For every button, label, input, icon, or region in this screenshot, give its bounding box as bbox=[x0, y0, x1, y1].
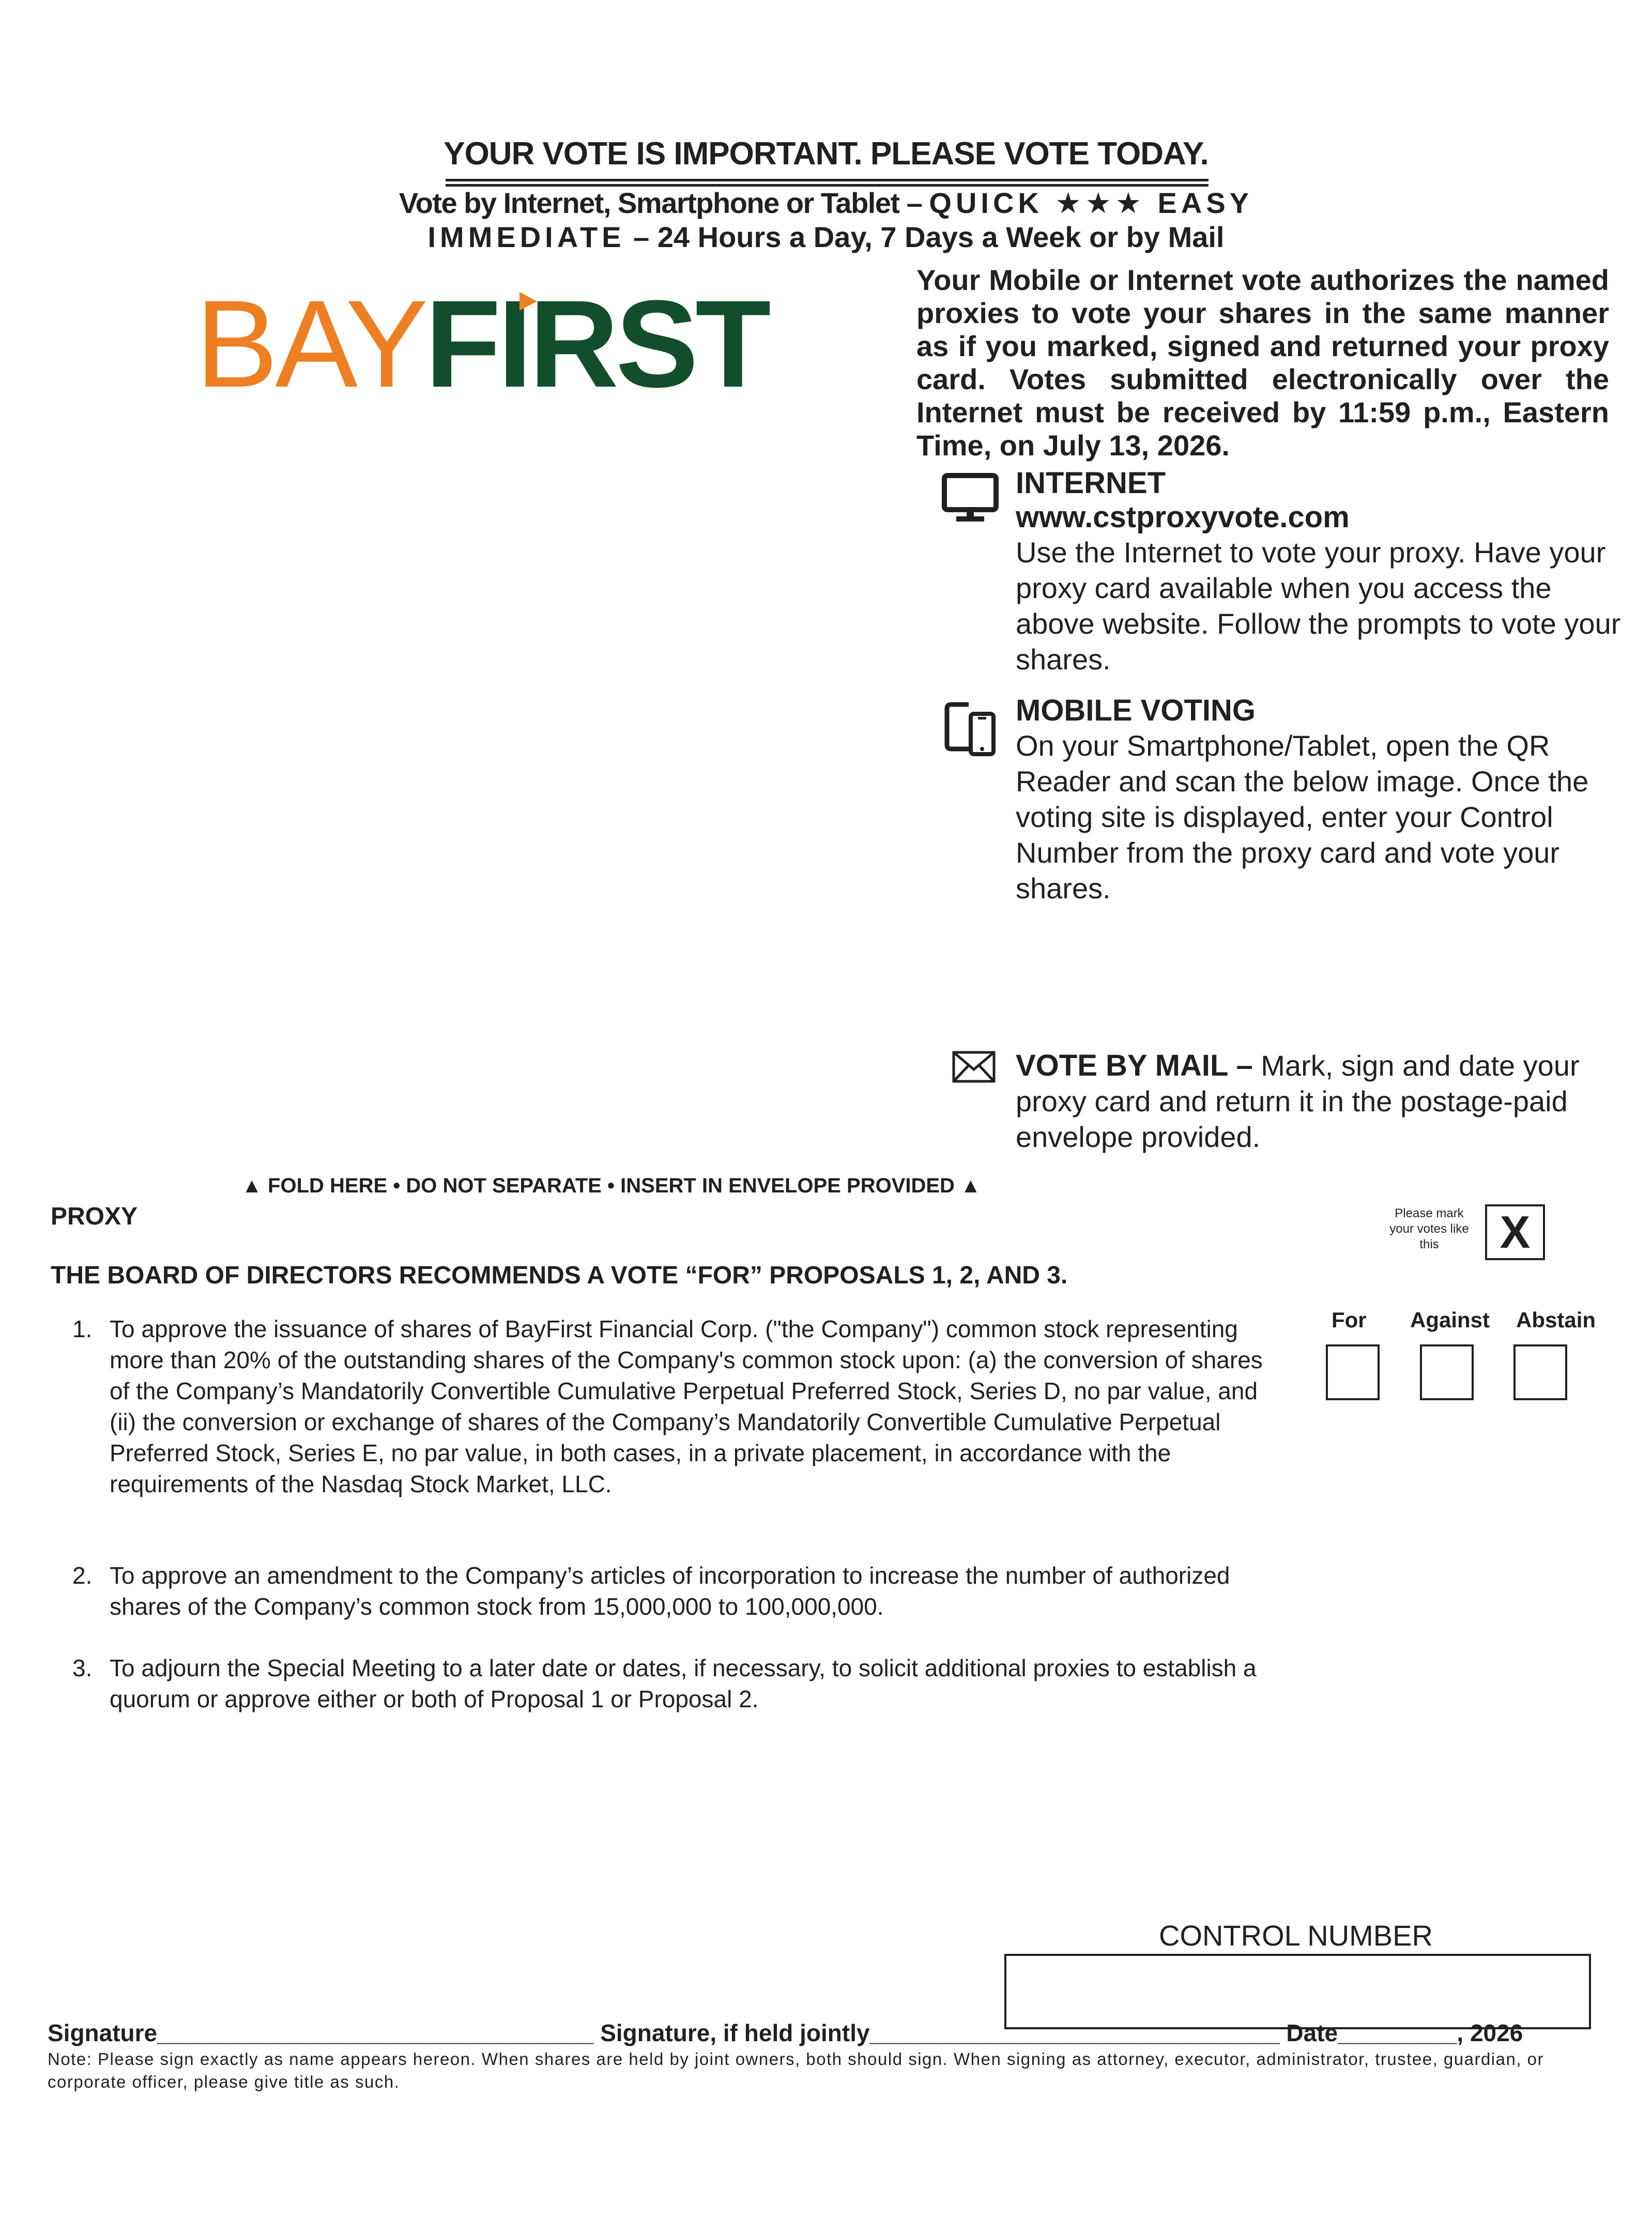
fold-instruction: ▲ FOLD HERE • DO NOT SEPARATE • INSERT IN ENVELOPE PROVIDED ▲ bbox=[241, 1174, 981, 1197]
date-year: , 2026 bbox=[1457, 2019, 1523, 2046]
vote-checkbox-abstain[interactable] bbox=[1513, 1344, 1567, 1400]
proposal-text: To adjourn the Special Meeting to a later date or dates, if necessary, to solicit additional proxies to establish a quorum or approve either or both of Proposal 1 or Proposal 2. bbox=[110, 1655, 1257, 1712]
proposal-text: To approve an amendment to the Company’s articles of incorporation to increase the number of authorized shares of the Company’s common stock from 15,000,000 to 100,000,000. bbox=[110, 1562, 1230, 1620]
header-subtitle-line2: IMMEDIATE – 24 Hours a Day, 7 Days a Week or by Mail bbox=[427, 221, 1225, 253]
signature-line bbox=[48, 2019, 1523, 2047]
proposal-item: 1. To approve the issuance of shares of BayFirst Financial Corp. ("the Company") common stock representing more than 20% of the outstanding shares of the Company's common stock upon: (a) the conversion of shares of the Company’s Mandatorily Convertible Cumulative Perpetual Preferred Stock, Series D, no par value, and (ii) the conversion or exchange of shares of the Company’s Mandatorily Convertible Cumulative Perpetual Preferred Stock, Series E, no par value, in both cases, in a private placement, in accordance with the requirements of the Nasdaq Stock Market, LLC. bbox=[72, 1313, 1277, 1499]
date-blank[interactable]: _________ bbox=[1338, 2019, 1457, 2046]
mark-example-box: X bbox=[1485, 1204, 1545, 1260]
header-subtitle-line1: Vote by Internet, Smartphone or Tablet – QUICK ★★★ EASY bbox=[399, 187, 1253, 219]
internet-instructions: Use the Internet to vote your proxy. Have your proxy card available when you access the above website. Follow the prompts to vote your shares. bbox=[1016, 536, 1621, 676]
internet-title: INTERNET bbox=[1016, 466, 1166, 500]
internet-url[interactable]: www.cstproxyvote.com bbox=[1016, 500, 1350, 534]
logo-accent-triangle bbox=[519, 292, 537, 311]
mark-instruction: Please mark your votes like this bbox=[1389, 1206, 1469, 1251]
mail-instructions: Mark, sign and date your proxy card and return it in the postage-paid envelope provided. bbox=[1016, 1049, 1580, 1153]
joint-signature-blank[interactable]: _______________________________ bbox=[869, 2019, 1280, 2046]
board-recommendation: THE BOARD OF DIRECTORS RECOMMENDS A VOTE “FOR” PROPOSALS 1, 2, AND 3. bbox=[51, 1262, 1068, 1289]
header-rule-top bbox=[446, 179, 1209, 181]
signature-note: Note: Please sign exactly as name appears hereon. When shares are held by joint owners, both should sign. When signing as attorney, executor, administrator, trustee, guardian, or corporate officer, please give title as such. bbox=[48, 2049, 1544, 2091]
bayfirst-logo: BAYFIRST bbox=[195, 274, 768, 413]
vote-checkbox-for[interactable] bbox=[1326, 1344, 1380, 1400]
mail-title: VOTE BY MAIL – bbox=[1016, 1049, 1253, 1082]
signature-label: Signature bbox=[48, 2019, 158, 2046]
monitor-icon bbox=[942, 473, 999, 525]
date-label: Date bbox=[1286, 2019, 1338, 2046]
voting-intro: Your Mobile or Internet vote authorizes the named proxies to vote your shares in the same manner as if you marked, signed and returned your proxy card. Votes submitted electronically over the Internet must be received by 11:59 p.m., Eastern Time, on July 13, 2026. bbox=[916, 264, 1609, 462]
joint-signature-label: Signature, if held jointly bbox=[600, 2019, 870, 2046]
mobile-instructions: On your Smartphone/Tablet, open the QR Reader and scan the below image. Once the voting site is displayed, enter your Control Number from the proxy card and vote your shares. bbox=[1016, 729, 1589, 905]
column-header-against: Against bbox=[1410, 1308, 1490, 1332]
column-header-for: For bbox=[1332, 1308, 1367, 1332]
envelope-icon bbox=[952, 1051, 996, 1083]
mobile-title: MOBILE VOTING bbox=[1016, 694, 1256, 727]
vote-checkbox-against[interactable] bbox=[1420, 1344, 1474, 1400]
control-number-box bbox=[1004, 1954, 1591, 2029]
signature-blank[interactable]: _________________________________ bbox=[157, 2019, 594, 2046]
proposal-item: 3. To adjourn the Special Meeting to a later date or dates, if necessary, to solicit additional proxies to establish a quorum or approve either or both of Proposal 1 or Proposal 2. bbox=[72, 1652, 1277, 1714]
proxy-title: PROXY bbox=[51, 1203, 138, 1230]
mobile-section bbox=[1016, 694, 1626, 906]
page-title: YOUR VOTE IS IMPORTANT. PLEASE VOTE TODAY. bbox=[443, 136, 1209, 172]
proposal-text: To approve the issuance of shares of BayFirst Financial Corp. ("the Company") common stock representing more than 20% of the outstanding shares of the Company's common stock upon: (a) the conversion of shares of the Company’s Mandatorily Convertible Cumulative Perpetual Preferred Stock, Series D, no par value, and (ii) the conversion or exchange of shares of the Company’s Mandatorily Convertible Cumulative Perpetual Preferred Stock, Series E, no par value, in both cases, in a private placement, in accordance with the requirements of the Nasdaq Stock Market, LLC. bbox=[110, 1315, 1263, 1497]
mail-section bbox=[1016, 1048, 1626, 1155]
proposal-item: 2. To approve an amendment to the Company’s articles of incorporation to increase the number of authorized shares of the Company’s common stock from 15,000,000 to 100,000,000. bbox=[72, 1560, 1277, 1622]
internet-section bbox=[1016, 466, 1626, 677]
control-number-label: CONTROL NUMBER bbox=[1159, 1919, 1433, 1952]
mobile-devices-icon bbox=[944, 700, 998, 757]
column-header-abstain: Abstain bbox=[1516, 1308, 1596, 1332]
